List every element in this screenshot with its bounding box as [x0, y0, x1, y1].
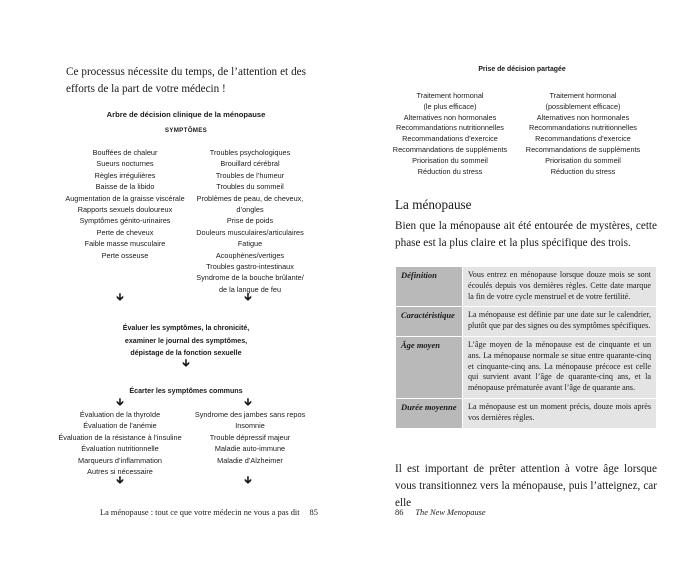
intro-paragraph: Bien que la ménopause ait été entourée de mystères, cette phase est la plus claire et la plus spécifique des trois. [395, 220, 657, 249]
decision-option: Recommandations nutritionnelles [529, 123, 637, 133]
page-number: 85 [309, 508, 318, 517]
decision-option: Traitement hormonal [549, 91, 617, 100]
symptom-item: Syndrome de la bouche brûlante/ [196, 273, 304, 283]
right-footer [395, 508, 486, 517]
decision-option: Priorisation du sommeil [545, 155, 621, 165]
symptom-item: Douleurs musculaires/articulaires [196, 227, 304, 237]
symptoms-heading: SYMPTÔMES [164, 127, 208, 134]
definition-term: Âge moyen [396, 336, 463, 398]
arrow-down-icon: 🡳 [244, 475, 252, 486]
symptom-item: Fatigue [237, 239, 263, 249]
arrow-down-icon: 🡳 [244, 397, 252, 408]
body-paragraph: Il est important de prêter attention à votre âge lorsque vous transitionnez vers la ménopause, puis l’atteignez, car elle [395, 463, 657, 509]
exclude-heading: Écarter les symptômes communs [129, 387, 243, 395]
arrow-down-icon: 🡳 [116, 397, 124, 408]
exclusion-item: Évaluation de l’anémie [83, 421, 157, 431]
running-footer-title: La ménopause : tout ce que votre médecin ne vous a pas dit [100, 508, 300, 517]
section-title: La ménopause [395, 197, 472, 212]
exclusion-item: Trouble dépressif majeur [209, 432, 291, 442]
shared-left-list [380, 91, 520, 177]
decision-option: Recommandations de suppléments [392, 144, 508, 154]
shared-right-list [508, 91, 658, 177]
evaluate-line: examiner le journal des symptômes, [124, 336, 248, 345]
symptom-item: Problèmes de peau, de cheveux, [196, 193, 304, 203]
evaluate-line: dépistage de la fonction sexuelle [130, 349, 242, 357]
symptom-item: Perte de cheveux [96, 227, 154, 237]
definition-row [396, 307, 657, 337]
decision-option: Priorisation du sommeil [412, 155, 488, 165]
shared-decision-title: Prise de décision partagée [478, 66, 566, 73]
symptom-item: Perte osseuse [101, 250, 149, 260]
symptom-item: de la langue de feu [218, 284, 282, 294]
running-book-title: The New Menopause [415, 508, 486, 517]
exclusion-item: Évaluation de la résistance à l’insuline [58, 432, 182, 442]
arrow-down-icon: 🡳 [244, 292, 252, 303]
definition-term: Caractéristique [396, 307, 463, 337]
symptom-item: Faible masse musculaire [84, 239, 166, 249]
symptoms-right-list [180, 147, 320, 295]
decision-option: Recommandations d’exercice [535, 134, 631, 144]
left-footer [100, 508, 318, 517]
symptom-item: Baisse de la libido [95, 182, 155, 192]
right-page [350, 0, 700, 568]
decision-option: Traitement hormonal [416, 91, 484, 100]
exclusion-item: Évaluation nutritionnelle [81, 444, 159, 454]
decision-option: Réduction du stress [550, 166, 616, 176]
symptom-item: Bouffées de chaleur [92, 148, 158, 157]
arrow-down-icon: 🡳 [116, 292, 124, 303]
definition-term: Définition [396, 267, 463, 307]
exclude-left-list [40, 409, 200, 477]
symptom-item: Prise de poids [226, 216, 274, 226]
definition-text: La ménopause est définie par une date sur le calendrier, plutôt que par des signes ou des symptômes spécifiques. [463, 307, 657, 337]
decision-option: Recommandations d’exercice [402, 134, 498, 144]
exclusion-item: Maladie d’Alzheimer [217, 455, 283, 465]
intro-paragraph: Ce processus nécessite du temps, de l’attention et des efforts de la part de votre médecin ! [66, 66, 306, 95]
exclude-right-list [180, 409, 320, 466]
exclusion-item: Maladie auto-immune [214, 444, 286, 454]
symptom-item: Acouphènes/vertiges [215, 250, 285, 260]
symptom-item: Symptômes génito-urinaires [79, 216, 171, 226]
symptom-item: Troubles gastro-intestinaux [206, 262, 294, 272]
symptom-item: d’ongles [236, 205, 264, 215]
exclusion-item: Insomnie [235, 421, 265, 431]
symptom-item: Troubles psychologiques [209, 148, 291, 157]
symptom-item: Sueurs nocturnes [96, 159, 154, 169]
decision-option: Recommandations de suppléments [525, 144, 641, 154]
arrow-down-icon: 🡳 [182, 358, 190, 369]
decision-option: Alternatives non hormonales [403, 112, 497, 122]
exclusion-item: Marqueurs d’inflammation [78, 455, 162, 465]
evaluate-line: Évaluer les symptômes, la chronicité, [122, 324, 250, 332]
exclusion-item: Syndrome des jambes sans repos [194, 410, 306, 419]
decision-option: Alternatives non hormonales [536, 112, 630, 122]
definition-text: Vous entrez en ménopause lorsque douze mois se sont écoulés depuis vos dernières règles. Cette date marque la fin de votre cycle menstruel et de votre fertilité. [463, 267, 657, 307]
exclusion-item: Évaluation de la thyroïde [79, 410, 161, 419]
symptom-item: Troubles de l’humeur [215, 170, 285, 180]
symptoms-left-list [50, 147, 200, 261]
symptom-item: Augmentation de la graisse viscérale [65, 193, 185, 203]
decision-option: (le plus efficace) [423, 101, 477, 111]
symptom-item: Règles irrégulières [94, 170, 156, 180]
definition-term: Durée moyenne [396, 398, 463, 428]
definition-row [396, 336, 657, 398]
arrow-down-icon: 🡳 [116, 475, 124, 486]
definition-text: La ménopause est un moment précis, douze mois après vos dernières règles. [463, 398, 657, 428]
decision-option: Réduction du stress [417, 166, 483, 176]
symptom-item: Rapports sexuels douloureux [77, 205, 173, 215]
evaluate-step [66, 322, 306, 360]
symptom-item: Troubles du sommeil [216, 182, 284, 192]
decision-option: (possiblement efficace) [545, 101, 621, 111]
definition-table [395, 266, 657, 429]
tree-title: Arbre de décision clinique de la ménopause [106, 110, 266, 119]
definition-row [396, 267, 657, 307]
definition-row [396, 398, 657, 428]
exclusion-item: Autres si nécessaire [87, 467, 153, 477]
decision-option: Recommandations nutritionnelles [396, 123, 504, 133]
symptom-item: Brouillard cérébral [220, 159, 280, 169]
definition-text: L’âge moyen de la ménopause est de cinquante et un ans. La ménopause normale se situe entre quarante-cinq et cinquante-cinq ans. La ménopause précoce est celle qui survient avant l’âge de quarante-cinq ans, et la ménopause prématurée avant l’âge de quarante ans. [463, 336, 657, 398]
page-number: 86 [395, 508, 404, 517]
